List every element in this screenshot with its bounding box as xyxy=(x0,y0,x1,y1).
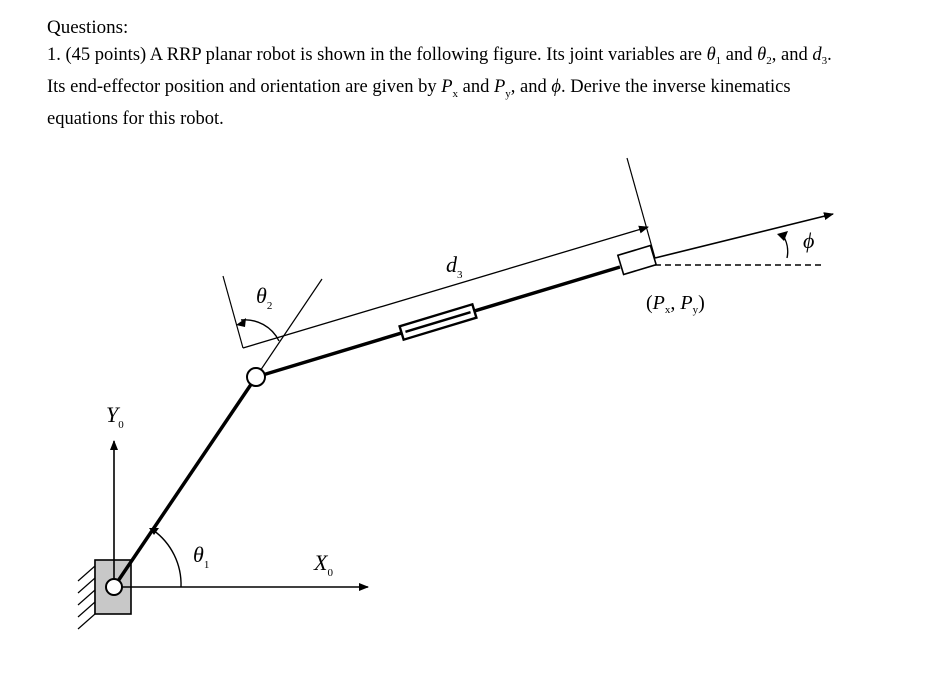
d3-dimension-arrow xyxy=(243,227,648,348)
question-line-2 xyxy=(47,77,791,100)
py-symbol: P xyxy=(493,77,506,97)
phi-arrowhead xyxy=(777,231,788,241)
px-symbol: P xyxy=(441,77,453,97)
line1-and-comma: , and xyxy=(771,45,813,65)
theta1-arc xyxy=(153,530,181,587)
question-text xyxy=(47,17,832,129)
end-effector-position-label: ($P_x$, $P_y$) xyxy=(646,292,705,316)
joint-2-pin xyxy=(247,368,265,386)
link2-normal-line xyxy=(223,276,243,348)
line2-tail: . Derive the inverse kinematics xyxy=(560,77,791,97)
line1-end: . xyxy=(827,45,832,65)
end-effector-normal-line xyxy=(627,158,655,258)
theta2-symbol: θ xyxy=(757,45,767,65)
line2-lead: Its end-effector position and orientation are given by xyxy=(47,77,442,97)
line2-and-comma: , and xyxy=(510,77,552,97)
question-line-3: equations for this robot. xyxy=(47,109,224,129)
joint-1-pin xyxy=(106,579,122,595)
line1-and: and xyxy=(721,45,758,65)
d3-label: $d_3$ xyxy=(446,252,463,281)
end-effector-block xyxy=(618,246,656,275)
x0-label: $X_0$ xyxy=(314,550,333,579)
theta2-label: $\theta_2$ xyxy=(256,283,273,312)
theta1-subscript: 1 xyxy=(715,55,722,67)
robot-figure xyxy=(78,158,833,629)
theta2-arc xyxy=(241,320,279,341)
d3-subscript: 3 xyxy=(821,55,828,67)
theta1-symbol: θ xyxy=(706,45,716,65)
y0-label: $Y_0$ xyxy=(106,402,124,431)
figure-labels xyxy=(106,228,814,579)
phi-symbol: ϕ xyxy=(551,77,561,97)
prismatic-sleeve xyxy=(400,304,477,339)
d3-symbol: d xyxy=(812,45,822,65)
ground-hatching xyxy=(78,560,95,629)
py-subscript: y xyxy=(505,88,511,100)
phi-label: ϕ xyxy=(803,228,815,253)
theta1-label: $\theta_1$ xyxy=(193,542,210,571)
line1-lead: 1. (45 points) A RRP planar robot is shown in the following figure. Its joint variables are xyxy=(47,45,707,65)
line2-and: and xyxy=(458,77,494,97)
question-line-1 xyxy=(47,45,832,67)
theta2-subscript: 2 xyxy=(766,55,772,67)
link-1 xyxy=(114,377,256,587)
questions-heading: Questions: xyxy=(47,17,129,38)
px-subscript: x xyxy=(452,88,459,100)
